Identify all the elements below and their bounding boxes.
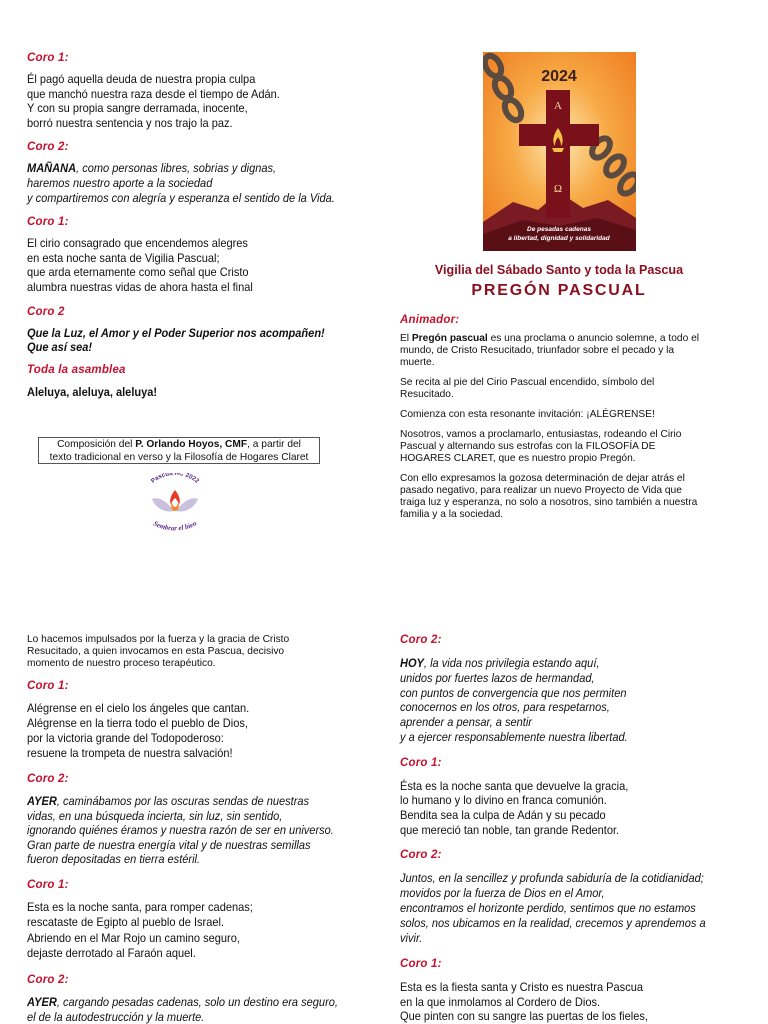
verse-line: que mereció tan noble, tan grande Redentor. [400, 822, 620, 837]
stanza-heading: Animador: [400, 314, 460, 326]
paragraph [27, 634, 372, 670]
verse-line: resuene la trompeta de nuestra salvación! [27, 746, 233, 760]
verse-line: que arda eternamente como señal que Cristo [27, 265, 249, 280]
paragraph [400, 409, 730, 421]
pascua-logo-graphic [138, 473, 212, 535]
top-right-column [400, 314, 730, 521]
composition-credit [38, 437, 320, 464]
verse-line: Y con su propia sangre derramada, inocente, [27, 101, 248, 116]
stanza-text [27, 236, 344, 294]
verse-line: Esta es la noche santa, para romper cadenas; [27, 899, 253, 914]
vigil-subtitle: Vigilia del Sábado Santo y toda la Pascua [434, 263, 684, 277]
paragraph-line: Pascual y alternando sus estrofas con la FILOSOFÍA DE [400, 441, 656, 452]
logo-top-text: Pascua HC 2022 [149, 473, 201, 485]
stanza-text [27, 995, 344, 1024]
stanza-heading: Coro 1: [400, 756, 442, 769]
cover-image [483, 52, 636, 251]
paragraph-line: Se recita al pie del Cirio Pascual encendido, símbolo del [400, 377, 655, 388]
credit-text: texto tradicional en verso y la Filosofía de Hogares Claret [49, 451, 309, 463]
paragraph-line: pasado negativo, para realizar un nuevo Proyecto de Vida que [400, 485, 682, 496]
verse-line: Juntos, en la sencillez y profunda sabiduría de la cotidianidad; [400, 871, 704, 886]
stanza-heading: Coro 2: [27, 973, 69, 986]
emphasis-word: AYER [27, 994, 57, 1009]
verse-line: Que así sea! [27, 340, 93, 355]
verse-line: solos, nos ubicamos en la realidad, crecemos y aprendemos a [400, 916, 706, 931]
verse-line: Esta es la fiesta santa y Cristo es nuestra Pascua [400, 980, 644, 995]
stanza-heading: Coro 1: [27, 878, 69, 891]
emphasis-word: AYER [27, 794, 57, 808]
svg-text:Pascua HC 2022 [150, 473, 201, 485]
page-title: PREGÓN PASCUAL [471, 282, 647, 299]
credit-author: P. Orlando Hoyos, CMF [135, 439, 248, 450]
paragraph-text: El [400, 333, 412, 344]
emphasis-word: Pregón pascual [411, 333, 488, 344]
stanza-heading: Coro 2: [400, 849, 442, 862]
stanza-heading: Coro 1: [27, 680, 69, 692]
verse-line [400, 656, 717, 671]
stanza-heading: Coro 2: [400, 634, 442, 646]
verse-line [27, 161, 344, 176]
paragraph-line: mundo, de Cristo Resucitado, triunfador sobre el pecado y la [400, 345, 675, 356]
paragraph [400, 377, 730, 401]
verse-line [27, 995, 344, 1010]
stanza-heading: Coro 1: [27, 52, 69, 64]
verse-line: Aleluya, aleluya, aleluya! [27, 384, 158, 399]
paragraph-line: Resucitado, a quien invocamos en esta Pascua, decisivo [27, 646, 285, 657]
verse-line: Que pinten con su sangre las puertas de los fieles, [400, 1009, 648, 1024]
verse-line: dejaste derrotado al Faraón aquel. [27, 946, 196, 961]
verse-line: conocernos en los otros, para respetarnos, [400, 700, 610, 715]
paragraph-line: familia y a la sociedad. [400, 509, 504, 520]
paragraph-line: Comienza con esta resonante invitación: ¡ALÉGRENSE! [400, 409, 655, 420]
verse-line: El cirio consagrado que encendemos alegres [27, 236, 248, 251]
credit-text: , a partir del [247, 439, 301, 450]
verse-line: unidos por fuertes lazos de hermandad, [400, 670, 595, 685]
emphasis-word: MAÑANA [27, 161, 77, 176]
verse-line: y compartiremos con alegría y esperanza el sentido de la Vida. [27, 190, 335, 205]
paragraph-line: muerte. [400, 357, 435, 368]
bottom-right-column [400, 634, 745, 1024]
stanza-heading: Coro 2: [27, 141, 69, 154]
cover-tagline: De pesadas cadenas [527, 226, 591, 233]
cover-alpha: A [554, 100, 562, 112]
verse-rest: , cargando pesadas cadenas, solo un destino era seguro, [56, 994, 338, 1009]
verse-line: ignorando quiénes éramos y nuestra razón de ser en universo. [27, 823, 334, 838]
verse-rest: , como personas libres, sobrias y dignas, [76, 161, 277, 176]
stanza-text [400, 980, 717, 1024]
top-left-column [27, 52, 372, 399]
verse-line: Alégrense en el cielo los ángeles que cantan. [27, 701, 250, 715]
verse-line: por la victoria grande del Todopoderoso: [27, 731, 224, 745]
verse-line: Que la Luz, el Amor y el Poder Superior nos acompañen! [27, 325, 325, 340]
paragraph [400, 429, 730, 465]
stanza-heading: Coro 1: [400, 958, 442, 971]
verse-line: Alégrense en la tierra todo el pueblo de Dios, [27, 716, 248, 730]
verse-line: movidos por la fuerza de Dios en el Amor, [400, 886, 605, 901]
stanza-text [400, 656, 717, 745]
stanza-heading: Coro 1: [27, 216, 69, 229]
verse-line: vidas, en una búsqueda incierta, sin luz, sin sentido, [27, 808, 283, 823]
paragraph-line: Lo hacemos impulsados por la fuerza y la gracia de Cristo [27, 634, 290, 645]
emphasis-word: HOY [400, 656, 424, 670]
paragraph-line: Con ello expresamos la gozosa determinación de dejar atrás el [400, 473, 685, 484]
verse-line: en la que inmolamos al Cordero de Dios. [400, 994, 601, 1009]
cover-year: 2024 [541, 68, 577, 85]
verse-line: con puntos de convergencia que nos permiten [400, 685, 627, 700]
verse-line: Abriendo en el Mar Rojo un camino seguro, [27, 930, 240, 945]
verse-line: el de la autodestrucción y la muerte. [27, 1009, 205, 1024]
stanza-text [400, 871, 717, 946]
paragraph-text: es una proclama o anuncio solemne, a todo el [487, 333, 700, 344]
verse-line: Ésta es la noche santa que devuelve la gracia, [400, 778, 629, 793]
verse-line: fueron depositadas en tierra estéril. [27, 852, 201, 867]
paragraph-line: Resucitado. [400, 389, 454, 400]
stanza-text [27, 900, 344, 962]
verse-line: vivir. [400, 931, 423, 946]
cover-tagline: a libertad, dignidad y solidaridad [508, 235, 610, 242]
paragraph-line: HOGARES CLARET, que es nuestro propio Pregón. [400, 453, 636, 464]
verse-line: y a ejercer responsablemente nuestra libertad. [400, 729, 628, 744]
verse-line: encontramos el horizonte perdido, sentimos que no estamos [400, 901, 696, 916]
verse-line: Él pagó aquella deuda de nuestra propia culpa [27, 72, 256, 86]
stanza-heading: Coro 2: [27, 773, 69, 785]
pascua-logo [138, 473, 212, 535]
stanza-heading: Coro 2 [27, 305, 65, 318]
verse-line: Gran parte de nuestra energía vital y de nuestras semillas [27, 837, 311, 852]
paragraph [400, 333, 730, 369]
stanza-text [27, 794, 344, 867]
stanza-text [27, 385, 344, 400]
cover-omega: Ω [553, 183, 563, 195]
paragraph-line: traiga luz y esperanza, no solo a nosotros, sino también a nuestra [400, 497, 698, 508]
stanza-text [27, 326, 344, 355]
paragraph-line: Nosotros, vamos a proclamarlo, entusiastas, rodeando el Cirio [400, 429, 682, 440]
stanza-heading: Toda la asamblea [27, 363, 126, 376]
verse-line: alumbra nuestras vidas de ahora hasta el final [27, 279, 253, 294]
credit-text: Composición del [57, 439, 136, 450]
paragraph-line: momento de nuestro proceso terapéutico. [27, 658, 216, 669]
verse-rest: , caminábamos por las oscuras sendas de nuestras [56, 794, 310, 808]
stanza-text [400, 779, 717, 837]
bottom-left-column [27, 634, 372, 1024]
paragraph [400, 473, 730, 521]
logo-bottom-text: Sembrar el bien [151, 519, 199, 533]
verse-line: haremos nuestro aporte a la sociedad [27, 175, 213, 190]
verse-line: aprender a pensar, a sentir [400, 715, 532, 730]
verse-line [27, 794, 344, 809]
cover-artwork [483, 52, 636, 251]
verse-line: lo humano y lo divino en franca comunión. [400, 793, 607, 808]
verse-line: rescataste de Egipto al pueblo de Israel. [27, 915, 225, 930]
stanza-text [27, 701, 344, 761]
verse-line: que manchó nuestra raza desde el tiempo de Adán. [27, 86, 280, 101]
verse-line: en esta noche santa de Vigilia Pascual; [27, 250, 220, 265]
stanza-text [27, 161, 344, 205]
stanza-text [27, 72, 344, 130]
verse-rest: , la vida nos privilegia estando aquí, [423, 656, 600, 670]
verse-line: Bendita sea la culpa de Adán y su pecado [400, 807, 606, 822]
svg-text:Sembrar el bien [152, 519, 198, 532]
verse-line: borró nuestra sentencia y nos trajo la paz. [27, 115, 233, 130]
